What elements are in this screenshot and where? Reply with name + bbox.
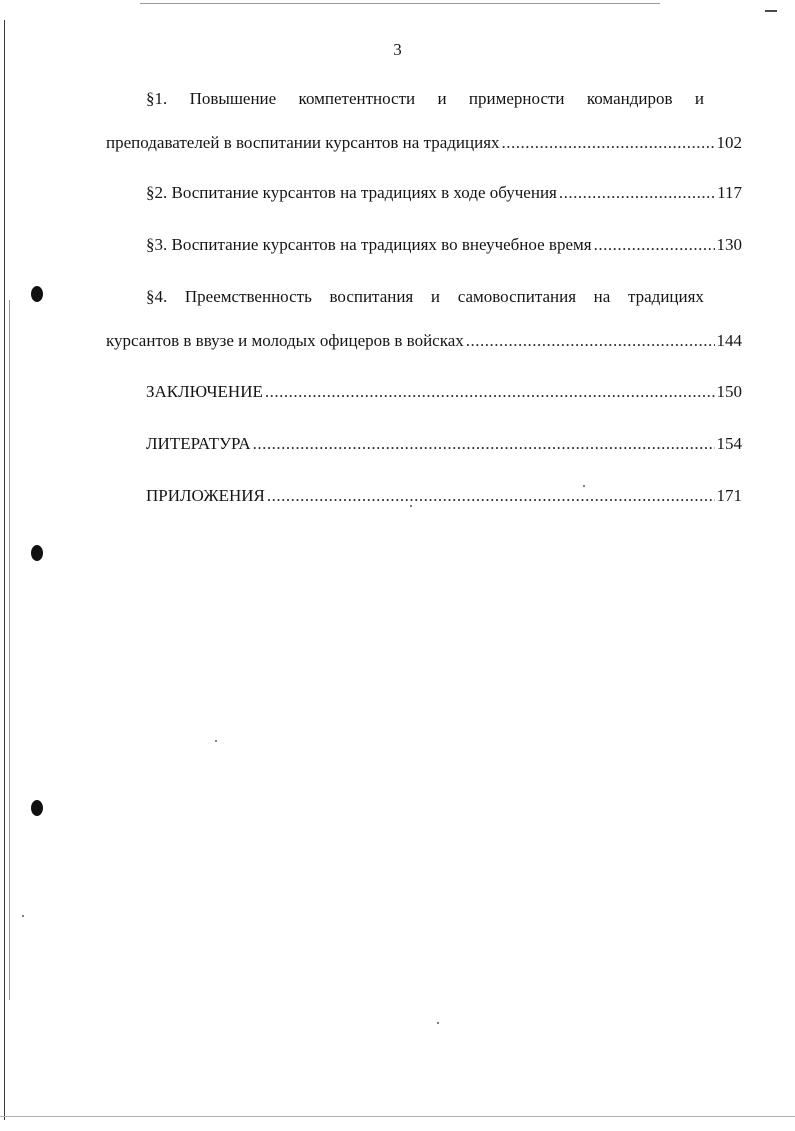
toc-page-number: 171 <box>716 486 742 505</box>
toc-word: примерности <box>468 89 565 108</box>
toc-entry-4-line2 <box>106 330 742 352</box>
toc-word: воспитания <box>329 287 414 306</box>
toc-entry-title: ПРИЛОЖЕНИЯ <box>146 486 265 505</box>
toc-entry-1-line2 <box>106 132 742 154</box>
toc-entry-title: ЛИТЕРАТУРА <box>146 434 251 453</box>
toc-dot-leader <box>502 132 715 154</box>
toc-entry-3 <box>146 234 742 256</box>
toc-word: и <box>694 89 704 108</box>
toc-entry-title: преподавателей в воспитании курсантов на традициях <box>106 133 500 152</box>
page-number: 3 <box>393 40 402 59</box>
toc-page-number: 130 <box>716 235 742 254</box>
toc-dot-leader <box>265 381 715 403</box>
toc-page-number: 102 <box>716 133 742 152</box>
toc-word: традициях <box>627 287 704 306</box>
toc-entry-title: §2. Воспитание курсантов на традициях в ходе обучения <box>146 183 557 202</box>
toc-word: командиров <box>586 89 673 108</box>
toc-page-number: 117 <box>717 183 742 202</box>
toc-word: Преемственность <box>184 287 312 306</box>
toc-word: §4. <box>146 287 168 306</box>
toc-entry-conclusion <box>146 381 742 403</box>
toc-entry-title: ЗАКЛЮЧЕНИЕ <box>146 382 263 401</box>
toc-dot-leader <box>559 182 715 204</box>
toc-word: на <box>593 287 611 306</box>
toc-page-number: 144 <box>716 331 742 350</box>
toc-entry-4-line1 <box>146 286 704 308</box>
toc-dot-leader <box>267 485 715 507</box>
toc-word: самовоспитания <box>457 287 577 306</box>
toc-page-number: 150 <box>716 382 742 401</box>
toc-word: Повышение <box>189 89 277 108</box>
toc-word: и <box>430 287 441 306</box>
toc-word: §1. <box>146 89 168 108</box>
toc-dot-leader <box>594 234 715 256</box>
toc-entry-title: курсантов в ввузе и молодых офицеров в войсках <box>106 331 464 350</box>
toc-entry-2 <box>146 182 742 204</box>
toc-word: и <box>437 89 447 108</box>
toc-entry-literature <box>146 433 742 455</box>
toc-word: компетентности <box>298 89 416 108</box>
toc-entry-1-line1 <box>146 88 704 110</box>
toc-entry-appendices <box>146 485 742 507</box>
toc-entry-title: §3. Воспитание курсантов на традициях во внеучебное время <box>146 235 592 254</box>
toc-page-number: 154 <box>716 434 742 453</box>
toc-dot-leader <box>253 433 715 455</box>
toc-dot-leader <box>466 330 715 352</box>
